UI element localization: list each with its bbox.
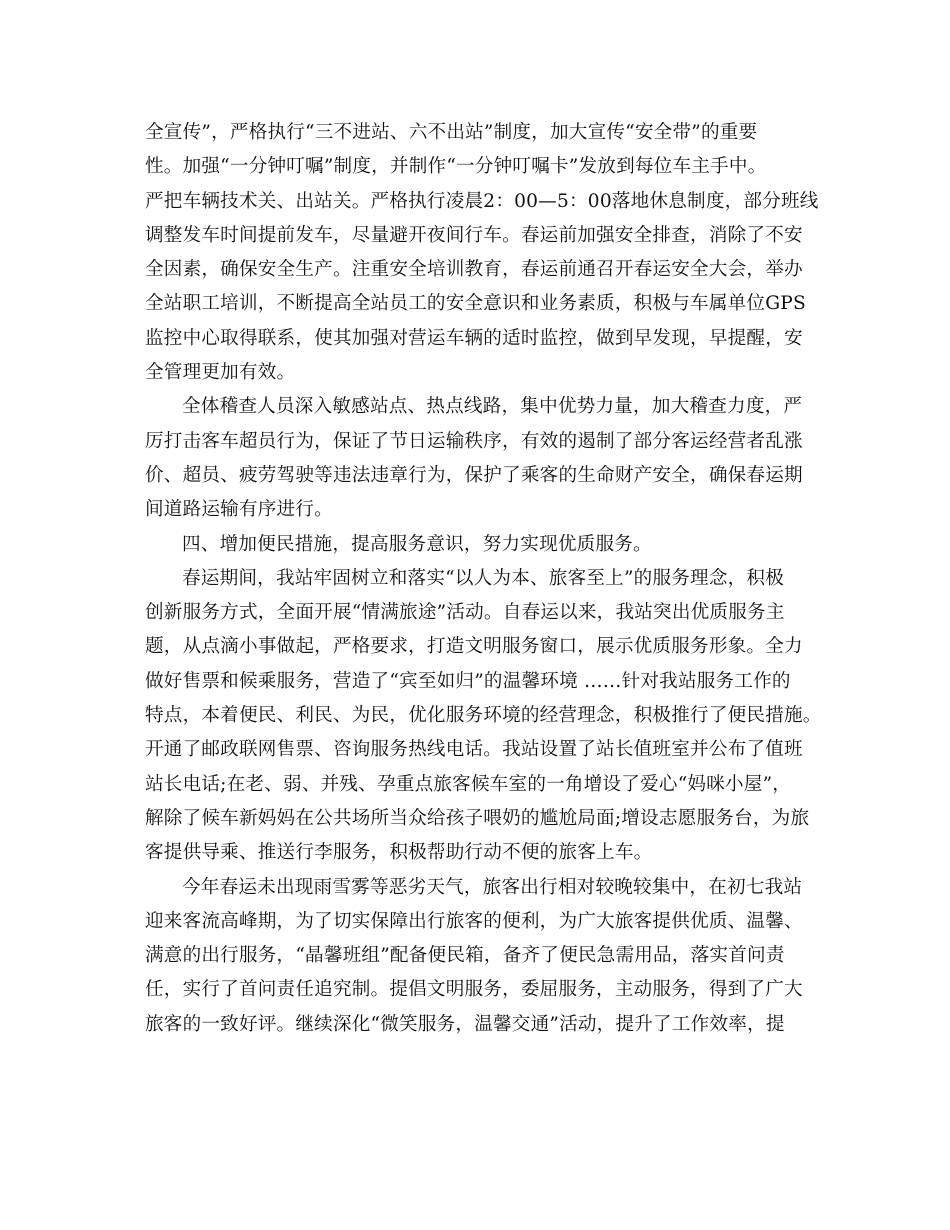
text-line: 今年春运未出现雨雪雾等恶劣天气，旅客出行相对较晚较集中，在初七我站: [182, 876, 803, 898]
text-line: 春运期间，我站牢固树立和落实“以人为本、旅客至上”的服务理念，积极: [182, 567, 785, 589]
text-line: 全体稽查人员深入敏感站点、热点线路，集中优势力量，加大稽查力度，严: [182, 396, 803, 418]
text-line: 监控中心取得联系，使其加强对营运车辆的适时监控，做到早发现，早提醒，安: [145, 327, 803, 349]
text-line: 调整发车时间提前发车，尽量避开夜间行车。春运前加强安全排查，消除了不安: [145, 224, 803, 246]
heading-line: 四、增加便民措施，提高服务意识，努力实现优质服务。: [182, 533, 652, 555]
text-line: 旅客的一致好评。继续深化“微笑服务，温馨交通”活动，提升了工作效率，提: [145, 1013, 785, 1035]
text-line: 做好售票和候乘服务，营造了“宾至如归”的温馨环境 ……针对我站服务工作的: [145, 670, 791, 692]
text-line: 全宣传”，严格执行“三不进站、六不出站”制度，加大宣传“安全带”的重要: [145, 122, 758, 143]
paragraph-inspection: [145, 390, 805, 527]
text-line: 客提供导乘、推送行李服务，积极帮助行动不便的旅客上车。: [145, 842, 653, 864]
text-line: 严把车辆技术关、出站关。严格执行凌晨2：00—5：00落地休息制度，部分班线: [145, 190, 819, 212]
paragraph-peak-travel: [145, 871, 805, 1042]
text-line: 迎来客流高峰期，为了切实保障出行旅客的便利，为广大旅客提供优质、温馨、: [145, 910, 803, 932]
text-line: 开通了邮政联网售票、咨询服务热线电话。我站设置了站长值班室并公布了值班: [145, 739, 803, 761]
text-line: 全站职工培训，不断提高全站员工的安全意识和业务素质，积极与车属单位GPS: [145, 293, 806, 315]
text-line: 全因素，确保安全生产。注重安全培训教育，春运前通召开春运安全大会，举办: [145, 259, 803, 281]
section-heading: [145, 528, 805, 562]
text-line: 站长电话;在老、弱、并残、孕重点旅客候车室的一角增设了爱心“妈咪小屋”，: [145, 773, 792, 795]
text-line: 满意的出行服务，“晶馨班组”配备便民箱，备齐了便民急需用品，落实首问责: [145, 945, 785, 967]
text-line: 题，从点滴小事做起，严格要求，打造文明服务窗口，展示优质服务形象。全力: [145, 636, 803, 658]
paragraph-service: [145, 562, 822, 871]
text-line: 解除了候车新妈妈在公共场所当众给孩子喂奶的尴尬局面;增设志愿服务台，为旅: [145, 807, 810, 829]
text-line: 全管理更加有效。: [145, 362, 296, 384]
paragraph-safety-measures: [145, 116, 819, 390]
text-line: 性。加强“一分钟叮嘱”制度，并制作“一分钟叮嘱卡”发放到每位车主手中。: [145, 156, 767, 178]
text-line: 间道路运输有序进行。: [145, 499, 333, 521]
text-line: 特点，本着便民、利民、为民，优化服务环境的经营理念，积极推行了便民措施。: [145, 705, 822, 727]
text-line: 任，实行了首问责任追究制。提倡文明服务，委屈服务，主动服务，得到了广大: [145, 979, 803, 1001]
text-line: 厉打击客车超员行为，保证了节日运输秩序，有效的遏制了部分客运经营者乱涨: [145, 430, 803, 452]
text-line: 价、超员、疲劳驾驶等违法违章行为，保护了乘客的生命财产安全，确保春运期: [145, 464, 803, 486]
document-page: [145, 116, 822, 1042]
text-line: 创新服务方式，全面开展“情满旅途”活动。自春运以来，我站突出优质服务主: [145, 602, 785, 624]
